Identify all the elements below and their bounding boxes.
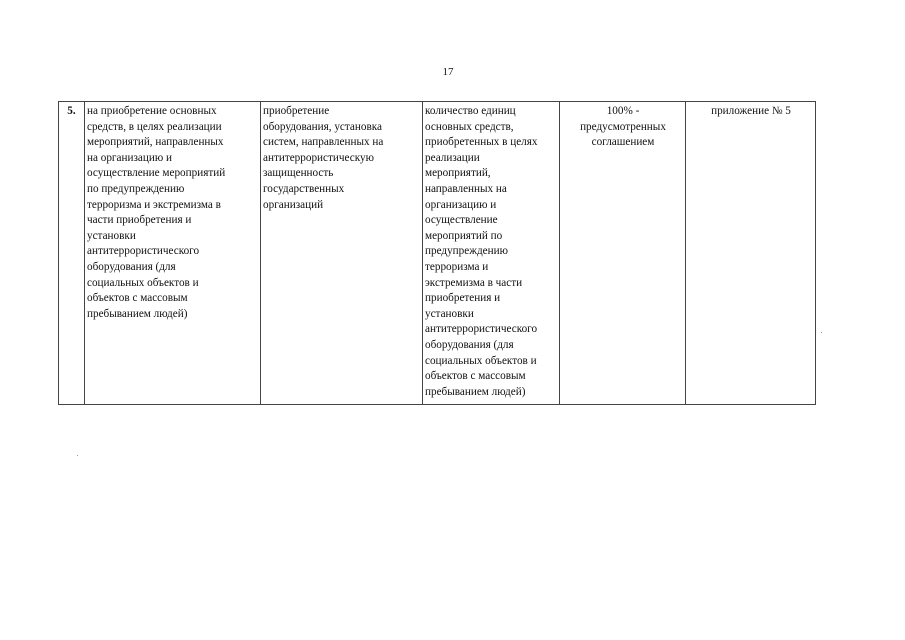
- appendix-cell: приложение № 5: [686, 102, 816, 405]
- value-cell: 100% - предусмотренных соглашением: [560, 102, 686, 405]
- scan-speck: [77, 455, 78, 456]
- scan-speck: [821, 332, 822, 333]
- page-number: 17: [442, 66, 454, 78]
- row-number-cell: 5.: [59, 102, 85, 405]
- measures-table: [58, 101, 816, 405]
- purpose-cell: на приобретение основных средств, в целях реализации мероприятий, направленных на организацию и осуществление мероприятий по предупреждению терроризма и экстремизма в части приобретения и установки антитеррористического оборудования (для социальных объектов и объектов с массовым пребыванием людей): [85, 102, 261, 405]
- table-row: [59, 102, 816, 405]
- result-cell: приобретение оборудования, установка систем, направленных на антитеррористическую защищенность государственных организаций: [261, 102, 423, 405]
- indicator-cell: количество единиц основных средств, приобретенных в целях реализации мероприятий, направленных на организацию и осуществление мероприятий по предупреждению терроризма и экстремизма в части приобретения и установки антитеррористического оборудования (для социальных объектов и объектов с массовым пребыванием людей): [423, 102, 560, 405]
